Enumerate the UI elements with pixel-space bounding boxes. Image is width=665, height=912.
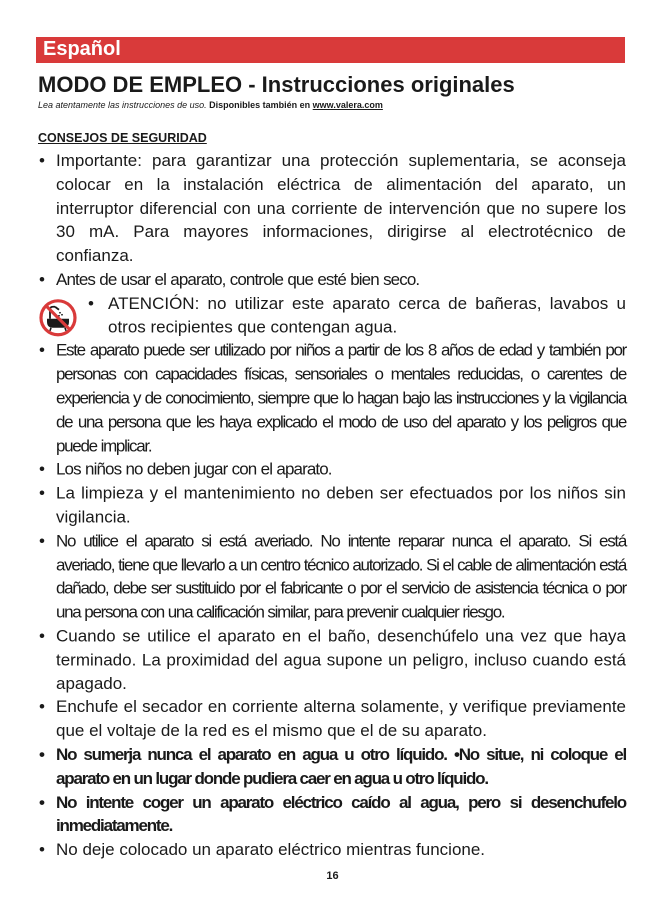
list-item bbox=[34, 529, 626, 624]
page-title: MODO DE EMPLEO - Instrucciones originales bbox=[38, 72, 515, 97]
item-text: No intente coger un aparato eléctrico caído al agua, pero si desenchufelo inmediatamente. bbox=[56, 792, 626, 836]
item-text: ATENCIÓN: no utilizar este aparato cerca de bañeras, lavabos u otros recipientes que contengan agua. bbox=[108, 293, 626, 337]
item-text: Enchufe el secador en corriente alterna solamente, y verifique previamente que el voltaje de la red es el mismo que el de su aparato. bbox=[56, 697, 626, 741]
list-item bbox=[34, 624, 626, 695]
item-text: No deje colocado un aparato eléctrico mientras funcione. bbox=[56, 840, 486, 860]
list-item bbox=[34, 696, 626, 744]
no-bathtub-icon bbox=[38, 298, 78, 338]
list-item bbox=[34, 482, 626, 530]
warning-list-item bbox=[34, 292, 626, 340]
list-item bbox=[34, 339, 626, 458]
list-item bbox=[34, 458, 626, 482]
item-text: La limpieza y el mantenimiento no deben ser efectuados por los niños sin vigilancia. bbox=[56, 483, 626, 527]
website-link[interactable]: www.valera.com bbox=[312, 100, 383, 110]
bold-list-item bbox=[34, 791, 626, 839]
list-item bbox=[34, 268, 626, 292]
item-text: Los niños no deben jugar con el aparato. bbox=[56, 459, 332, 479]
item-text: Importante: para garantizar una protección suplementaria, se aconseja colocar en la instalación eléctrica de alimentación del aparato, un interruptor diferencial con una corriente de intervención que no supere los 30 mA. Para mayores informaciones, dirigirse al electrotécnico de confianza. bbox=[56, 150, 626, 266]
item-text: Este aparato puede ser utilizado por niños a partir de los 8 años de edad y también por personas con capacidades físicas, sensoriales o mentales reducidas, o carentes de experiencia y de conocimiento, siempre que lo hagan bajo las instrucciones y la vigilancia de una persona que les haya explicado el modo de uso del aparato y los peligros que puede implicar. bbox=[56, 341, 626, 456]
safety-list bbox=[34, 149, 626, 862]
item-text: No sumerja nunca el aparato en agua u otro líquido. •No situe, ni coloque el aparato en un lugar donde pudiera caer en agua u otro líquido. bbox=[56, 745, 626, 788]
item-text: No utilice el aparato si está averiado. No intente reparar nunca el aparato. Si está averiado, tiene que llevarlo a un centro técnico autorizado. Si el cable de alimentación está dañado, debe ser sustituido por el fabricante o por el servicio de asistencia técnica o por una persona con una calificación similar, para prevenir cualquier riesgo. bbox=[56, 531, 626, 622]
item-text: Antes de usar el aparato, controle que esté bien seco. bbox=[56, 269, 420, 289]
bold-list-item bbox=[34, 743, 626, 791]
language-banner bbox=[36, 37, 625, 63]
language-label: Español bbox=[43, 38, 121, 60]
item-text: Cuando se utilice el aparato en el baño, desenchúfelo una vez que haya terminado. La proximidad del agua supone un peligro, incluso cuando está apagado. bbox=[56, 626, 626, 693]
subtitle bbox=[38, 100, 383, 110]
page-number: 16 bbox=[326, 870, 339, 882]
list-item bbox=[34, 149, 626, 268]
subtitle-bold: Disponibles también en bbox=[209, 100, 311, 110]
section-heading: CONSEJOS DE SEGURIDAD bbox=[38, 131, 207, 145]
subtitle-italic: Lea atentamente las instrucciones de uso. bbox=[38, 100, 207, 110]
list-item bbox=[34, 838, 626, 862]
